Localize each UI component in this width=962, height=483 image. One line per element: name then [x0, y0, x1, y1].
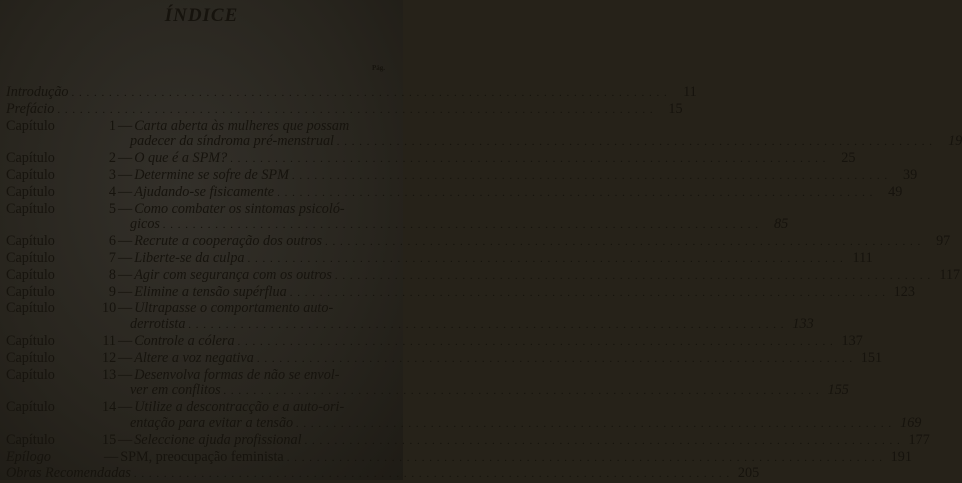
page-number: 205 — [737, 465, 760, 482]
toc-row — [6, 202, 390, 218]
chapter-number: 2 — [108, 150, 116, 167]
entry-title-continuation: ver em conflitos — [130, 382, 221, 399]
entry-dash: — — [118, 399, 133, 416]
entry-label: Capítulo — [6, 166, 55, 183]
toc-entry — [6, 431, 930, 450]
dot-leader: . . . . . . . . . . . . . . . . . . . . . . . . . . . . . . . . . . . . . . . . . . . . . . . . . . . . . . . . . . . . . . . . . . . . . . . . . . . . . . . . — [304, 434, 901, 447]
dot-leader: . . . . . . . . . . . . . . . . . . . . . . . . . . . . . . . . . . . . . . . . . . . . . . . . . . . . . . . . . . . . . . . . . . . . . . . . . . . . . . . . — [286, 451, 883, 464]
dot-leader: . . . . . . . . . . . . . . . . . . . . . . . . . . . . . . . . . . . . . . . . . . . . . . . . . . . . . . . . . . . . . . . . . . . . . . . . . . . . . . . . — [334, 269, 932, 282]
toc-row — [6, 150, 856, 168]
chapter-number: 7 — [108, 249, 116, 266]
toc-row — [6, 332, 863, 351]
entry-label: Capítulo — [6, 366, 55, 383]
dot-leader: . . . . . . . . . . . . . . . . . . . . . . . . . . . . . . . . . . . . . . . . . . . . . . . . . . . . . . . . . . . . . . . . . . . . . . . . . . . . . . . . — [237, 335, 834, 348]
entry-label: Capítulo — [6, 431, 55, 448]
toc-row — [6, 233, 951, 251]
entry-dash: — — [118, 200, 133, 217]
page-title: ÍNDICE — [164, 5, 239, 26]
dot-leader: . . . . . . . . . . . . . . . . . . . . . . . . . . . . . . . . . . . . . . . . . . . . . . . . . . . . . . . . . . . . . . . . . . . . . . . . . . . . . . . . — [296, 417, 893, 430]
page-number: 25 — [841, 150, 856, 167]
toc-entry — [6, 349, 883, 368]
toc-continuation-row — [6, 133, 962, 151]
chapter-number: 14 — [102, 399, 117, 416]
page-number: 111 — [852, 249, 873, 266]
entry-label: Obras Recomendadas — [6, 465, 131, 482]
chapter-number: 12 — [102, 349, 117, 366]
entry-title: Seleccione ajuda profissional — [134, 431, 302, 448]
entry-label: Introdução — [6, 84, 69, 100]
chapter-number: 13 — [102, 366, 117, 383]
page-number: 133 — [792, 316, 814, 333]
page-number: 123 — [893, 283, 915, 300]
entry-label: Capítulo — [6, 233, 55, 250]
entry-title-continuation: gicos — [130, 216, 160, 233]
chapter-number: 3 — [108, 166, 116, 183]
toc-row — [6, 465, 760, 483]
chapter-number: 4 — [108, 183, 116, 200]
page-number: 191 — [890, 448, 912, 465]
entry-title: Desenvolva formas de não se envol- — [134, 366, 340, 383]
page-number: 177 — [908, 431, 930, 448]
chapter-number: 5 — [108, 200, 116, 217]
entry-dash: — — [118, 283, 133, 300]
toc-row — [6, 249, 873, 268]
page-column-header: Pág. — [371, 64, 385, 72]
toc-row — [6, 266, 961, 285]
entry-label: Capítulo — [6, 399, 55, 416]
entry-label: Prefácio — [6, 100, 55, 117]
entry-dash: — — [118, 366, 133, 383]
dot-leader: . . . . . . . . . . . . . . . . . . . . . . . . . . . . . . . . . . . . . . . . . . . . . . . . . . . . . . . . . . . . . . . . . . . . . . . . . . . . . . . . — [289, 286, 886, 299]
page-number: 169 — [900, 414, 922, 431]
toc-entry — [6, 117, 962, 152]
toc-row — [6, 100, 683, 119]
chapter-number: 11 — [102, 332, 116, 349]
toc-entry — [6, 233, 951, 251]
page-number: 15 — [668, 100, 683, 117]
entry-title: Ajudando-se fisicamente — [134, 183, 275, 200]
page-number: 85 — [774, 216, 789, 233]
toc-entry — [6, 183, 903, 202]
entry-title: Ultrapasse o comportamento auto- — [134, 300, 334, 317]
toc-continuation-row — [6, 414, 922, 433]
toc-row — [6, 166, 918, 185]
entry-dash: — — [118, 349, 133, 366]
entry-title: Recrute a cooperação dos outros — [134, 233, 323, 250]
toc-row — [6, 119, 390, 135]
dot-leader: . . . . . . . . . . . . . . . . . . . . . . . . . . . . . . . . . . . . . . . . . . . . . . . . . . . . . . . . . . . . . . . . . . . . . . . . . . . . . . . . — [162, 219, 760, 232]
entry-title: O que é a SPM? — [134, 150, 228, 167]
entry-label: Capítulo — [6, 200, 55, 217]
entry-dash: — — [118, 233, 133, 250]
toc-entry — [6, 100, 683, 119]
toc-row — [6, 400, 390, 416]
dot-leader: . . . . . . . . . . . . . . . . . . . . . . . . . . . . . . . . . . . . . . . . . . . . . . . . . . . . . . . . . . . . . . . . . . . . . . . . . . . . . . . . — [230, 153, 827, 166]
page-number: 151 — [860, 349, 883, 366]
table-of-contents — [6, 84, 962, 483]
entry-dash: — — [104, 448, 119, 465]
chapter-number: 8 — [108, 266, 116, 283]
chapter-number: 6 — [108, 233, 116, 250]
dot-leader: . . . . . . . . . . . . . . . . . . . . . . . . . . . . . . . . . . . . . . . . . . . . . . . . . . . . . . . . . . . . . . . . . . . . . . . . . . . . . . . . — [57, 103, 654, 116]
dot-leader: . . . . . . . . . . . . . . . . . . . . . . . . . . . . . . . . . . . . . . . . . . . . . . . . . . . . . . . . . . . . . . . . . . . . . . . . . . . . . . . . — [325, 236, 922, 249]
page-number: 39 — [902, 166, 918, 183]
toc-entry — [6, 266, 961, 285]
entry-label: Capítulo — [6, 300, 55, 317]
toc-row — [6, 84, 697, 102]
dot-leader: . . . . . . . . . . . . . . . . . . . . . . . . . . . . . . . . . . . . . . . . . . . . . . . . . . . . . . . . . . . . . . . . . . . . . . . . . . . . . . . . — [223, 385, 820, 398]
toc-entry — [6, 332, 863, 351]
entry-dash: — — [118, 150, 133, 167]
toc-row — [6, 283, 915, 302]
toc-entry — [6, 166, 918, 185]
entry-title-continuation: entação para evitar a tensão — [130, 414, 294, 431]
entry-title-continuation: derrotista — [130, 316, 186, 333]
dot-leader: . . . . . . . . . . . . . . . . . . . . . . . . . . . . . . . . . . . . . . . . . . . . . . . . . . . . . . . . . . . . . . . . . . . . . . . . . . . . . . . . — [256, 352, 854, 365]
page-number: 11 — [683, 84, 697, 100]
toc-entry — [6, 465, 760, 483]
entry-dash: — — [118, 117, 133, 134]
page-number: 97 — [936, 233, 951, 250]
toc-row — [6, 183, 903, 202]
entry-title-continuation: padecer da síndroma pré-menstrual — [130, 133, 334, 150]
entry-title: Liberte-se da culpa — [134, 249, 245, 266]
entry-label: Capítulo — [6, 332, 55, 349]
toc-row — [6, 448, 912, 467]
toc-entry — [6, 448, 912, 467]
entry-label: Capítulo — [6, 266, 55, 283]
page-number: 155 — [827, 382, 849, 399]
entry-title: Carta aberta às mulheres que possam — [134, 117, 350, 134]
toc-row — [6, 368, 390, 384]
toc-entry — [6, 249, 873, 268]
dot-leader: . . . . . . . . . . . . . . . . . . . . . . . . . . . . . . . . . . . . . . . . . . . . . . . . . . . . . . . . . . . . . . . . . . . . . . . . . . . . . . . . — [133, 468, 731, 481]
page-number: 49 — [888, 183, 903, 200]
entry-title: Agir com segurança com os outros — [134, 266, 332, 283]
entry-label: Capítulo — [6, 150, 55, 167]
entry-label: Capítulo — [6, 249, 55, 266]
entry-dash: — — [118, 183, 133, 200]
entry-title: Como combater os sintomas psicoló- — [134, 200, 345, 217]
chapter-number: 10 — [102, 300, 117, 317]
page-number: 117 — [939, 266, 961, 283]
entry-dash: — — [118, 249, 133, 266]
toc-entry — [6, 366, 849, 401]
entry-dash: — — [118, 431, 133, 448]
toc-continuation-row — [6, 382, 849, 400]
entry-title: Determine se sofre de SPM — [134, 166, 289, 183]
entry-dash: — — [118, 266, 133, 283]
entry-title: SPM, preocupação feminista — [120, 448, 284, 465]
dot-leader: . . . . . . . . . . . . . . . . . . . . . . . . . . . . . . . . . . . . . . . . . . . . . . . . . . . . . . . . . . . . . . . . . . . . . . . . . . . . . . . . — [337, 136, 934, 149]
entry-dash: — — [118, 300, 133, 317]
page-number: 137 — [841, 332, 863, 349]
entry-title: Controle a cólera — [134, 332, 235, 349]
page-number: 19 — [948, 133, 962, 150]
dot-leader: . . . . . . . . . . . . . . . . . . . . . . . . . . . . . . . . . . . . . . . . . . . . . . . . . . . . . . . . . . . . . . . . . . . . . . . . . . . . . . . . — [247, 252, 844, 265]
toc-entry — [6, 399, 922, 433]
entry-label: Capítulo — [6, 283, 55, 300]
toc-row — [6, 301, 390, 317]
entry-dash: — — [118, 166, 133, 183]
entry-label: Epílogo — [6, 448, 51, 465]
dot-leader: . . . . . . . . . . . . . . . . . . . . . . . . . . . . . . . . . . . . . . . . . . . . . . . . . . . . . . . . . . . . . . . . . . . . . . . . . . . . . . . . — [188, 319, 785, 332]
toc-entry — [6, 84, 697, 102]
entry-title: Utilize a descontracção e a auto-ori- — [134, 399, 345, 416]
entry-label: Capítulo — [6, 183, 55, 200]
entry-dash: — — [118, 332, 133, 349]
entry-title: Altere a voz negativa — [134, 349, 254, 366]
toc-entry — [6, 200, 789, 235]
dot-leader: . . . . . . . . . . . . . . . . . . . . . . . . . . . . . . . . . . . . . . . . . . . . . . . . . . . . . . . . . . . . . . . . . . . . . . . . . . . . . . . . — [277, 186, 874, 199]
chapter-number: 1 — [108, 117, 116, 134]
toc-row — [6, 431, 930, 450]
chapter-number: 15 — [102, 431, 117, 448]
toc-entry — [6, 283, 915, 302]
entry-label: Capítulo — [6, 349, 55, 366]
chapter-number: 9 — [108, 283, 116, 300]
dot-leader: . . . . . . . . . . . . . . . . . . . . . . . . . . . . . . . . . . . . . . . . . . . . . . . . . . . . . . . . . . . . . . . . . . . . . . . . . . . . . . . . — [291, 169, 889, 182]
entry-label: Capítulo — [6, 117, 55, 134]
toc-continuation-row — [6, 316, 814, 334]
dot-leader: . . . . . . . . . . . . . . . . . . . . . . . . . . . . . . . . . . . . . . . . . . . . . . . . . . . . . . . . . . . . . . . . . . . . . . . . . . . . . . . . — [71, 87, 668, 99]
toc-entry — [6, 150, 856, 168]
toc-continuation-row — [6, 216, 789, 234]
toc-entry — [6, 300, 814, 334]
toc-row — [6, 349, 883, 368]
entry-title: Elimine a tensão supérflua — [134, 283, 287, 300]
